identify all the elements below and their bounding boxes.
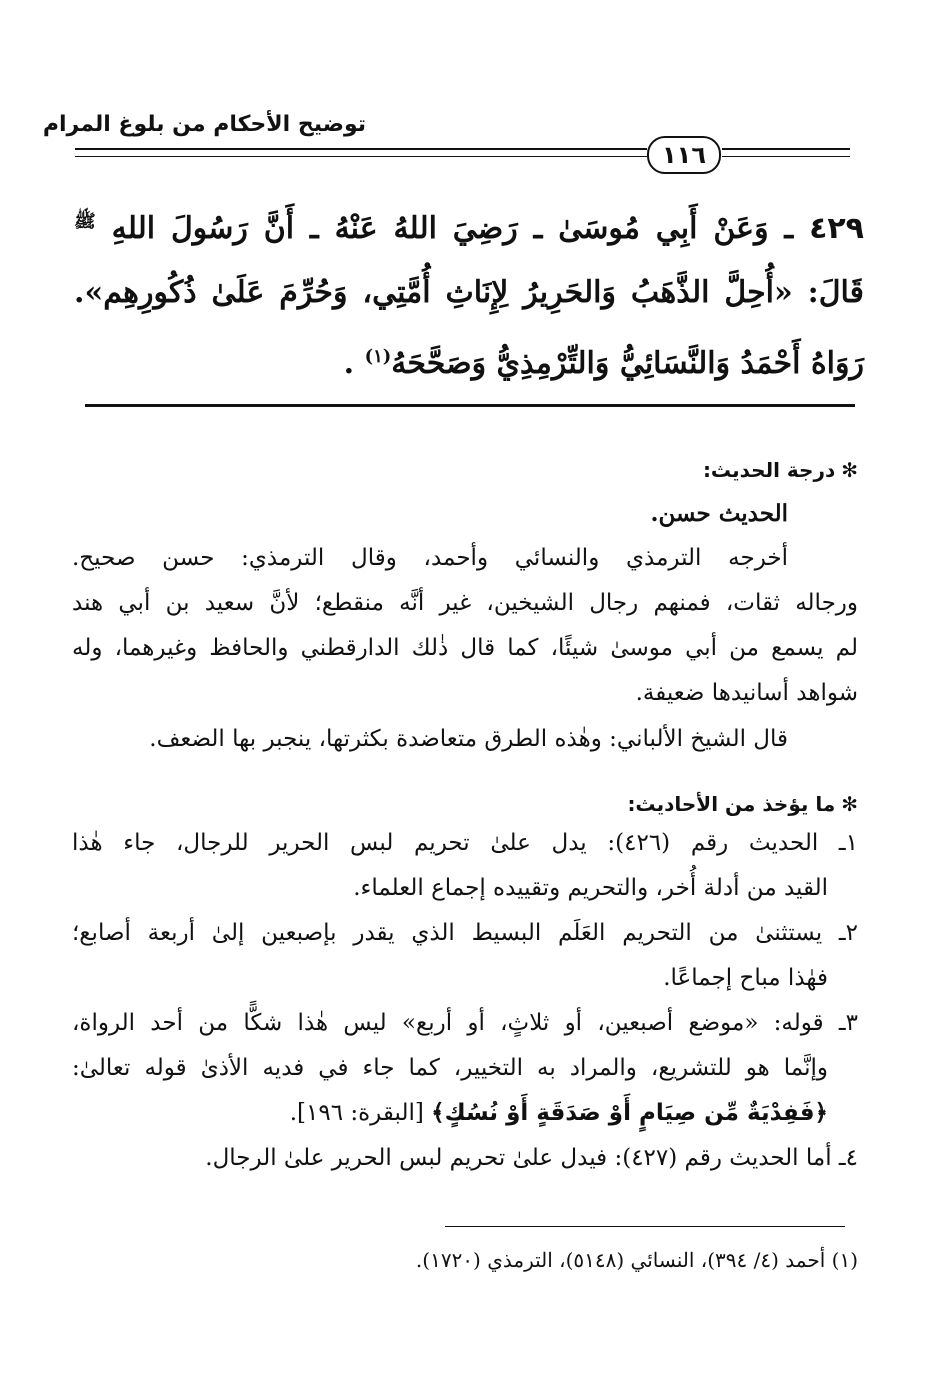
quran-verse: ﴿فَفِدْيَةٌ مِّن صِيَامٍ أَوْ صَدَقَةٍ أَوْ نُسُكٍ﴾ xyxy=(431,1100,828,1126)
grade-line-1: أخرجه الترمذي والنسائي وأحمد، وقال الترمذي: حسن صحيح. xyxy=(72,545,788,571)
lesson-3-line-3 xyxy=(290,1100,828,1126)
hadith-line-2: قَالَ: «أُحِلَّ الذَّهَبُ وَالحَرِيرُ لِإِنَاثِ أُمَّتِي، وَحُرِّمَ عَلَىٰ ذُكُورِهِم». xyxy=(74,275,864,310)
asterisk-icon: ✻ xyxy=(841,458,858,482)
hadith-line-3-end: . xyxy=(343,346,355,381)
hadith-number: ٤٢٩ xyxy=(809,211,864,246)
lesson-2-line-2: فهٰذا مباح إجماعًا. xyxy=(663,965,828,991)
page-number: ١١٦ xyxy=(647,136,721,174)
lesson-2-line-1: ٢ـ يستثنىٰ من التحريم العَلَم البسيط الذي يقدر بإصبعين إلىٰ أربعة أصابع؛ xyxy=(72,920,858,946)
grade-heading-text: درجة الحديث: xyxy=(702,458,836,482)
asterisk-icon: ✻ xyxy=(841,792,858,816)
grade-line-3: لم يسمع من أبي موسىٰ شيئًا، كما قال ذٰلك الدارقطني والحافظ وغيرهما، وله xyxy=(72,635,858,661)
header-rule-left xyxy=(75,148,647,150)
hadith-line-3 xyxy=(74,325,864,396)
lesson-4-line-1: ٤ـ أما الحديث رقم (٤٢٧): فيدل علىٰ تحريم لبس الحرير علىٰ الرجال. xyxy=(205,1145,858,1171)
hadith-text xyxy=(74,190,864,396)
footnote-rule xyxy=(445,1226,845,1227)
lesson-3-line-2: وإنَّما هو للتشريع، والمراد به التخيير، كما جاء في فديه الأذىٰ قوله تعالىٰ: xyxy=(72,1055,828,1081)
section-divider xyxy=(85,404,855,407)
quran-reference: [البقرة: ١٩٦]. xyxy=(289,1100,424,1126)
footnote: (١) أحمد (٤/ ٣٩٤)، النسائي (٥١٤٨)، الترمذي (١٧٢٠). xyxy=(415,1248,858,1272)
footnote-reference: (١) xyxy=(364,346,392,367)
grade-line-2: ورجاله ثقات، فمنهم رجال الشيخين، غير أنَّه منقطع؛ لأنَّ سعيد بن أبي هند xyxy=(72,590,858,616)
header-rule-right xyxy=(722,148,850,150)
lesson-1-line-1: ١ـ الحديث رقم (٤٢٦): يدل علىٰ تحريم لبس الحرير للرجال، جاء هٰذا xyxy=(72,830,858,856)
grade-verdict: الحديث حسن. xyxy=(650,500,788,527)
lesson-1-line-2: القيد من أدلة أُخر، والتحريم وتقييده إجماع العلماء. xyxy=(353,875,828,901)
header-rule-left-thin xyxy=(75,156,647,157)
salutation-glyph: ﷺ xyxy=(74,211,96,232)
header-rule-right-thin xyxy=(722,156,850,157)
hadith-line-1-text: ـ وَعَنْ أَبِي مُوسَىٰ ـ رَضِيَ اللهُ عَنْهُ ـ أَنَّ رَسُولَ اللهِ xyxy=(111,211,794,246)
grade-line-4: شواهد أسانيدها ضعيفة. xyxy=(635,680,858,706)
grade-heading xyxy=(703,458,858,482)
running-title: توضيح الأحكام من بلوغ المرام xyxy=(42,112,366,137)
grade-line-5: قال الشيخ الألباني: وهٰذه الطرق متعاضدة بكثرتها، ينجبر بها الضعف. xyxy=(149,726,788,752)
lesson-3-line-1: ٣ـ قوله: «موضع أصبعين، أو ثلاثٍ، أو أربع» ليس هٰذا شكًّا من أحد الرواة، xyxy=(72,1010,858,1036)
lessons-heading-text: ما يؤخذ من الأحاديث: xyxy=(627,792,836,816)
hadith-line-3-text: رَوَاهُ أَحْمَدُ وَالنَّسَائِيُّ وَالتِّرْمِذِيُّ وَصَحَّحَهُ xyxy=(391,346,864,381)
hadith-line-1 xyxy=(74,190,864,261)
lessons-heading xyxy=(627,792,858,816)
